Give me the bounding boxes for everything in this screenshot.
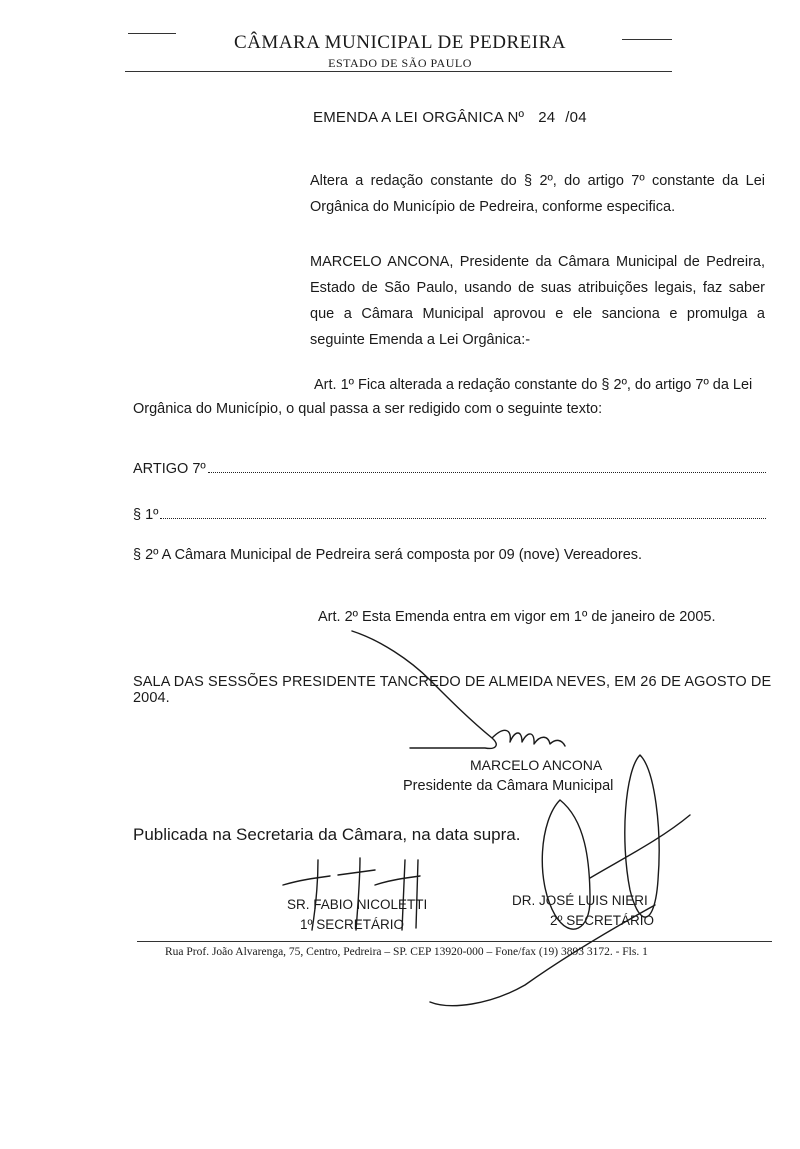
footer-address: Rua Prof. João Alvarenga, 75, Centro, Pedreira – SP. CEP 13920-000 – Fone/fax (19) 3893 3172. - Fls. 1: [165, 946, 648, 958]
artigo-7-label: ARTIGO 7º: [133, 461, 206, 477]
paragraph-1-label: § 1º: [133, 507, 159, 523]
footer-rule: [137, 941, 772, 942]
article-2-text: Art. 2º Esta Emenda entra em vigor em 1º de janeiro de 2005.: [318, 609, 716, 625]
state-name: ESTADO DE SÃO PAULO: [328, 56, 472, 70]
president-role: Presidente da Câmara Municipal: [403, 778, 614, 794]
second-secretary-name: DR. JOSÉ LUIS NIERI: [512, 893, 648, 908]
institution-name: CÂMARA MUNICIPAL DE PEDREIRA: [234, 32, 566, 53]
second-secretary-role: 2º SECRETÁRIO: [550, 913, 654, 928]
document-year: /04: [565, 109, 587, 126]
paragraph-2-text: § 2º A Câmara Municipal de Pedreira será composta por 09 (nove) Vereadores.: [133, 547, 643, 563]
document-number: 24: [538, 109, 556, 126]
article-1-line-2: Orgânica do Município, o qual passa a ser redigido com o seguinte texto:: [133, 401, 603, 417]
publication-note: Publicada na Secretaria da Câmara, na data supra.: [133, 825, 521, 844]
paragraph-1-line: [133, 507, 766, 523]
first-secretary-role: 1º SECRETÁRIO: [300, 917, 404, 932]
preamble-paragraph: MARCELO ANCONA, Presidente da Câmara Municipal de Pedreira, Estado de São Paulo, usando de suas atribuições legais, faz saber que a Câmara Municipal aprovou e ele sanciona e promulga a seguinte Emenda a Lei Orgânica:-: [310, 254, 765, 348]
president-name: MARCELO ANCONA: [470, 757, 603, 773]
header-rule: [125, 71, 672, 72]
session-hall-line: SALA DAS SESSÕES PRESIDENTE TANCREDO DE ALMEIDA NEVES, EM 26 DE AGOSTO DE 2004.: [133, 674, 772, 706]
artigo-7-line: [133, 461, 766, 477]
dotted-leader: [160, 507, 766, 519]
document-title: [313, 109, 587, 126]
first-secretary-name: SR. FABIO NICOLETTI: [287, 897, 428, 912]
article-1-line-1: Art. 1º Fica alterada a redação constante do § 2º, do artigo 7º da Lei: [314, 377, 753, 393]
dotted-leader: [208, 461, 766, 473]
summary-paragraph: Altera a redação constante do § 2º, do artigo 7º constante da Lei Orgânica do Município de Pedreira, conforme especifica.: [310, 173, 765, 215]
title-text: EMENDA A LEI ORGÂNICA Nº: [313, 109, 525, 126]
